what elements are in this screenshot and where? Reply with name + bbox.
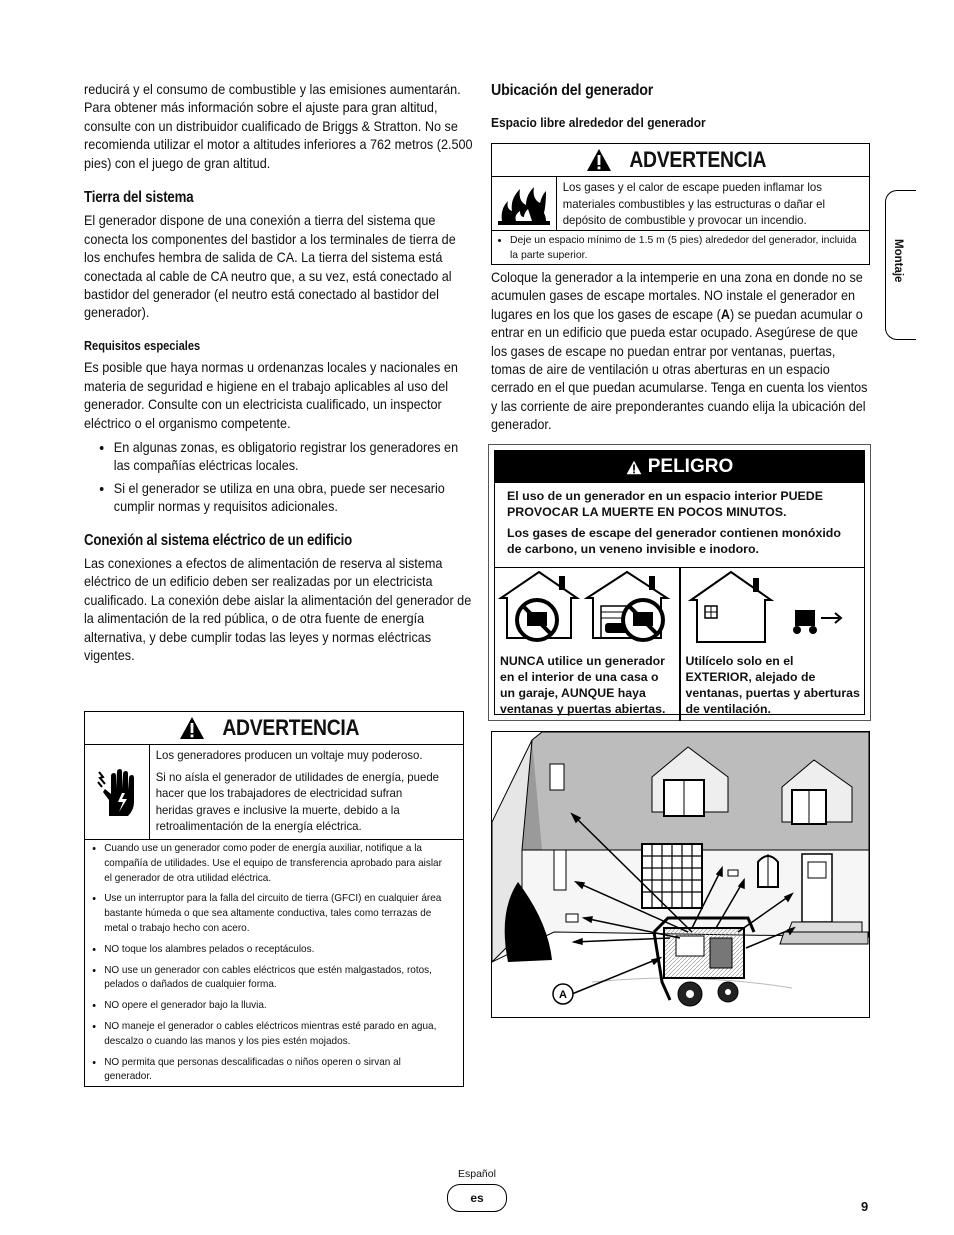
danger-line: El uso de un generador en un espacio interior PUEDE PROVOCAR LA MUERTE EN POCOS MINUTOS. <box>507 489 824 519</box>
generator-placement-figure <box>491 731 870 1018</box>
footer-language-code: es <box>447 1184 507 1212</box>
house-generator-illustration <box>492 732 869 1017</box>
danger-box <box>488 444 871 721</box>
figure-label-a: A <box>559 989 567 1001</box>
tierra-paragraph: El generador dispone de una conexión a tierra del sistema que conecta los componentes del bastidor a los terminales de tierra de los enchufes hembra de salida de CA. La tierra del sistema está conectada al cable de CA neutro que, a su vez, está conectado al bastidor del generador (el neutro está conectado al bastidor del generador). <box>84 213 456 321</box>
danger-title: PELIGRO <box>647 456 734 477</box>
list-item: • Use un interruptor para la falla del circuito de tierra (GFCI) en cualquier área bastante húmeda o que sea altamente conductiva, tales como terrazas de metal o trabajo hecho con acero. <box>104 892 442 936</box>
fire-icon <box>496 181 552 227</box>
warning-bullet-list <box>492 231 869 267</box>
electric-shock-hand-icon <box>95 766 139 818</box>
list-item: • Cuando use un generador como poder de energía auxiliar, notifique a la compañía de utilidades. Use el equipo de transferencia aprobado para aislar el generador de otra utilidad eléctrica. <box>104 842 442 886</box>
warning-title: ADVERTENCIA <box>629 147 766 172</box>
fire-warning-box <box>491 143 870 265</box>
requisitos-heading: Requisitos especiales <box>84 337 201 353</box>
section-tab-label: Montaje <box>892 239 904 283</box>
label-a: A <box>720 306 730 322</box>
section-tab <box>885 190 916 340</box>
list-item: • NO toque los alambres pelados o receptáculos. <box>104 943 442 958</box>
requisitos-list <box>84 439 475 517</box>
house-garage-prohibited-icon <box>497 568 685 654</box>
list-item: • En algunas zonas, es obligatorio registrar los generadores en las compañías eléctricas locales. <box>114 439 475 476</box>
list-item: • NO maneje el generador o cables eléctricos mientras esté parado en agua, descalzo o cuando las manos y los pies estén mojados. <box>104 1020 442 1050</box>
list-item: • NO permita que personas descalificadas o niños operen o sirvan al generador. <box>104 1056 442 1086</box>
ubicacion-heading: Ubicación del generador <box>491 82 654 99</box>
danger-header <box>495 451 864 483</box>
intro-paragraph: reducirá y el consumo de combustible y las emisiones aumentarán. Para obtener más información sobre el ajuste para gran altitud, consulte con un distribuidor cualificado de Briggs & Stratton. No se recomienda utilizar el motor a altitudes inferiores a 762 metros (2.500 pies) con el juego de gran altitud. <box>84 82 473 171</box>
warning-triangle-icon <box>586 148 612 172</box>
conexion-heading: Conexión al sistema eléctrico de un edificio <box>84 531 353 549</box>
warning-header <box>85 712 463 745</box>
warning-line: Los generadores producen un voltaje muy poderoso. <box>155 748 423 762</box>
warning-triangle-icon <box>179 716 205 740</box>
warning-triangle-icon <box>626 460 642 475</box>
warning-header <box>492 144 869 177</box>
danger-caption-right: Utilícelo solo en el EXTERIOR, alejado de ventanas, puertas y aberturas de ventilación. <box>685 654 860 716</box>
warning-line: Si no aísla el generador de utilidades de energía, puede hacer que los trabajadores de electricidad sufran heridas graves e inclusive la muerte, debido a la retroalimentación de la energía eléctrica. <box>155 769 440 833</box>
list-item: • NO opere el generador bajo la lluvia. <box>104 999 442 1014</box>
list-item: • NO use un generador con cables eléctricos que estén malgastados, rotos, pelados o dañados de cualquier forma. <box>104 964 442 994</box>
warning-bullet-list <box>85 840 448 1094</box>
tierra-heading: Tierra del sistema <box>84 189 194 207</box>
ubicacion-paragraph-cont: ) se puedan acumular o entrar en un edificio que pueda estar ocupado. Asegúrese de que los gases de escape no puedan entrar por ventanas, puertas, tomas de aire de ventilación u otras aberturas en un espacio cerrado en el que puedan acumularse. Tenga en cuenta los vientos y las corriente de aire preponderantes cuando elija la ubicación del generador. <box>491 306 868 433</box>
danger-never-indoors-cell <box>495 568 679 721</box>
list-item: • Deje un espacio mínimo de 1.5 m (5 pies) alrededor del generador, incluida la parte superior. <box>510 234 863 264</box>
warning-line: Los gases y el calor de escape pueden inflamar los materiales combustibles y las estructuras o dañar el depósito de combustible y provocar un incendio. <box>562 180 826 227</box>
house-outdoor-generator-icon <box>685 568 861 654</box>
page-number: 9 <box>861 1199 869 1214</box>
danger-caption-left: NUNCA utilice un generador en el interior de una casa o un garaje, AUNQUE haya ventanas y puertas abiertas. <box>500 654 666 716</box>
list-item: • Si el generador se utiliza en una obra, puede ser necesario cumplir normas y requisitos adicionales. <box>114 480 475 517</box>
ubicacion-paragraph: Coloque la generador a la intemperie en una zona en donde no se acumulen gases de escape mortales. NO instale el generador en lugares en los que los gases de escape ( <box>491 270 863 322</box>
footer-language: Español <box>458 1168 496 1180</box>
conexion-paragraph: Las conexiones a efectos de alimentación de reserva al sistema eléctrico de un edificio deben ser realizadas por un electricista cualificado. La conexión debe aislar la alimentación del generador de la alimentación de la red pública, o de otra fuente de energía alternativa, y debe cumplir todas las leyes y normas eléctricas vigentes. <box>84 555 472 663</box>
danger-line: Los gases de escape del generador contienen monóxido de carbono, un veneno invisible e inodoro. <box>507 526 841 556</box>
requisitos-paragraph: Es posible que haya normas u ordenanzas locales y nacionales en materia de seguridad e higiene en el trabajo aplicables al uso del generador. Consulte con un electricista cualificado, un inspector eléctrico o el organismo competente. <box>84 360 458 431</box>
warning-title: ADVERTENCIA <box>222 715 360 740</box>
danger-outdoors-cell <box>679 568 865 721</box>
espacio-heading: Espacio libre alrededor del generador <box>491 115 706 131</box>
electric-warning-box <box>84 711 464 1087</box>
